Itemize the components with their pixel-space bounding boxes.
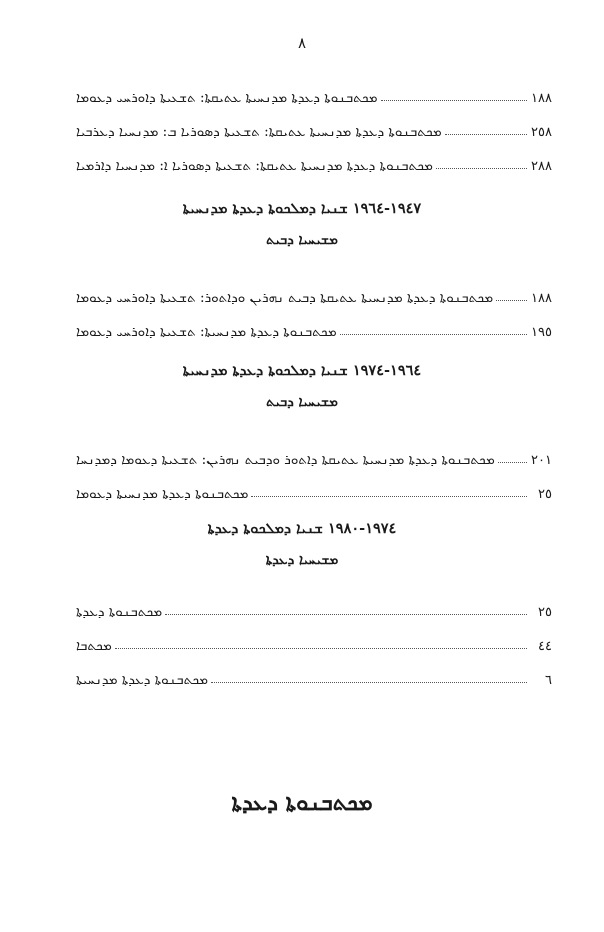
toc-page-number: ٢٥	[538, 487, 552, 502]
toc-entry	[76, 666, 552, 688]
toc-entry-text: ܡܟܬܒܢܘܬܐ ܕܥܕܬܐ ܡܕܢܚܝܬܐ ܥܬܝܩܬܐ ܕܒܝܬ ܢܗܪܝܢ ܘܕܐܬܘܪ: ܬܫܥܝܬܐ ܕܐܘܪܚܝ ܕܥܘܡܐ	[76, 290, 494, 306]
toc-entry	[76, 632, 552, 654]
toc-page-number: ٢٨٨	[531, 159, 552, 174]
toc-page-number: ٢٠١	[531, 453, 552, 468]
toc-page-number: ٢٥٨	[531, 125, 552, 140]
section-heading: ١٩٧٤-١٩٨٠ ܫܢܝܐ ܕܡܠܟܘܬܐ ܕܥܕܬܐ	[207, 520, 397, 537]
toc-entry	[76, 152, 552, 174]
toc-page-number: ٦	[545, 673, 552, 688]
toc-page-number: ٢٥	[538, 605, 552, 620]
toc-page-number: ٤٤	[538, 639, 552, 654]
toc-entry	[76, 318, 552, 340]
leader-dots	[436, 167, 527, 169]
toc-entry-text: ܡܟܬܒܢܘܬܐ ܕܥܕܬܐ ܡܕܢܚܝܬܐ ܥܬܝܩܬܐ ܕܐܬܘܪ ܘܕܒܝܬ ܢܗܪܝܢ: ܬܫܥܝܬܐ ܕܥܘܡܐ ܕܡܕܢܚܐ	[76, 452, 495, 468]
leader-dots	[381, 99, 527, 101]
toc-entry-text: ܡܟܬܒܢܘܬܐ ܕܥܕܬܐ ܡܕܢܚܝܬܐ ܕܥܘܡܐ	[76, 486, 249, 502]
toc-entry-text: ܡܟܬܒܢܘܬܐ ܕܥܕܬܐ ܡܕܢܚܝܬܐ ܥܬܝܩܬܐ: ܬܫܥܝܬܐ ܕܣܘܪܝܐ ܐ: ܡܕܢܚܝܐ ܕܐܪܡܝܐ	[76, 158, 433, 174]
section-heading: ١٩٦٤-١٩٧٤ ܫܢܝܐ ܕܡܠܟܘܬܐ ܕܥܕܬܐ ܡܕܢܚܝܬܐ	[182, 362, 422, 379]
toc-entry	[76, 84, 552, 106]
section-heading: ١٩٤٧-١٩٦٤ ܫܢܝܐ ܕܡܠܟܘܬܐ ܕܥܕܬܐ ܡܕܢܚܝܬܐ	[182, 200, 422, 217]
page-number: ٨	[297, 34, 307, 52]
toc-entry	[76, 480, 552, 502]
leader-dots	[340, 333, 527, 335]
section-subheading: ܡܫܝܚܝܐ ܕܒܝܬ	[266, 394, 338, 410]
toc-page-number: ١٨٨	[531, 91, 552, 106]
leader-dots	[251, 495, 527, 497]
toc-entry-text: ܡܟܬܒܢܘܬܐ ܕܥܕܬܐ	[76, 604, 163, 620]
toc-page-number: ١٩٥	[531, 325, 552, 340]
footer-title: ܡܟܬܒܢܘܬܐ ܕܥܕܬܐ	[231, 790, 373, 816]
leader-dots	[445, 133, 527, 135]
toc-entry-text: ܡܟܬܒܢܘܬܐ ܕܥܕܬܐ ܡܕܢܚܝܬܐ	[76, 672, 209, 688]
leader-dots	[115, 647, 527, 649]
leader-dots	[165, 613, 527, 615]
leader-dots	[496, 299, 527, 301]
toc-entry	[76, 118, 552, 140]
leader-dots	[498, 461, 527, 463]
toc-entry-text: ܡܟܬܒܢܘܬܐ ܕܥܕܬܐ ܡܕܢܚܝܬܐ: ܬܫܥܝܬܐ ܕܐܘܪܚܝ ܕܥܘܡܐ	[76, 324, 337, 340]
toc-entry	[76, 284, 552, 306]
toc-entry-text: ܡܟܬܒܐ	[76, 638, 112, 654]
toc-entry-text: ܡܟܬܒܢܘܬܐ ܕܥܕܬܐ ܡܕܢܚܝܬܐ ܥܬܝܩܬܐ: ܬܫܥܝܬܐ ܕܐܘܪܚܝ ܕܥܘܡܐ	[76, 90, 378, 106]
toc-entry	[76, 598, 552, 620]
toc-entry	[76, 446, 552, 468]
section-subheading: ܡܫܝܚܝܐ ܕܥܕܬܐ	[265, 552, 339, 568]
toc-page-number: ١٨٨	[531, 291, 552, 306]
section-subheading: ܡܫܝܚܝܐ ܕܒܝܬ	[266, 232, 338, 248]
leader-dots	[211, 681, 527, 683]
toc-entry-text: ܡܟܬܒܢܘܬܐ ܕܥܕܬܐ ܡܕܢܚܝܬܐ ܥܬܝܩܬܐ: ܬܫܥܝܬܐ ܕܣܘܪܝܐ ܒ: ܡܕܢܚܝܐ ܕܥܪܒܝܐ	[76, 124, 442, 140]
